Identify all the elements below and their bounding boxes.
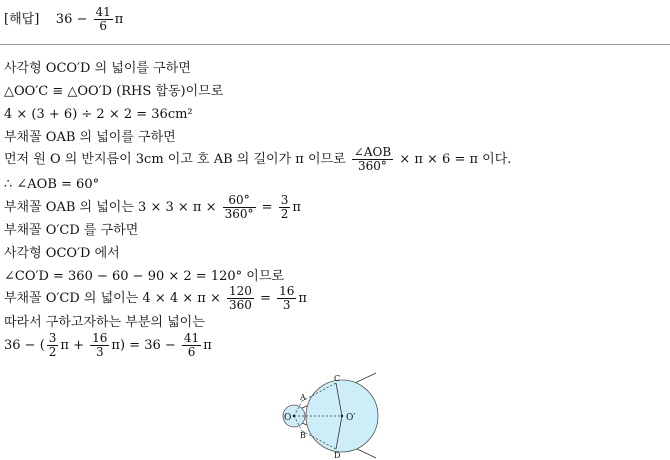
final-frac-2-den: 3	[95, 345, 104, 359]
final-frac-1	[47, 332, 59, 359]
solution-line-7	[4, 194, 301, 221]
sector-ocd-result-num: 16	[279, 284, 295, 298]
final-frac-2-num: 16	[92, 331, 108, 345]
sector-oab-fraction	[223, 194, 256, 221]
line7-text-a: 부채꼴 OAB 의 넓이는 3 × 3 × π ×	[4, 200, 217, 215]
solution-line-1: 사각형 OCO′D 의 넓이를 구하면	[4, 61, 191, 76]
sector-ocd-result-den: 3	[282, 298, 291, 312]
line11-text-a: 부채꼴 O′CD 의 넓이는 4 × 4 × π ×	[4, 291, 221, 306]
center-o-prime-dot	[341, 415, 343, 417]
answer-fraction	[94, 6, 113, 33]
label-c: C	[334, 374, 341, 383]
solution-line-8: 부채꼴 O′CD 를 구하면	[4, 223, 139, 238]
sector-oab-num: 60°	[223, 194, 256, 208]
solution-line-12: 따라서 구하고자하는 부분의 넓이는	[4, 315, 205, 330]
angle-ratio-fraction	[352, 146, 393, 173]
sector-oab-result-num: 3	[280, 193, 289, 207]
solution-line-4: 부채꼴 OAB 의 넓이를 구하면	[4, 130, 176, 145]
line11-pi: π	[298, 291, 307, 306]
angle-ratio-den: 360°	[358, 159, 387, 173]
line11-equals: =	[260, 291, 271, 306]
center-o-dot	[293, 415, 295, 417]
line13-text-a: 36 − (	[4, 338, 45, 353]
solution-line-13	[4, 332, 212, 359]
line13-text-d: π	[203, 338, 212, 353]
solution-line-3: 4 × (3 + 6) ÷ 2 × 2 = 36cm²	[4, 107, 193, 122]
line5-text-a: 먼저 원 O 의 반지름이 3cm 이고 호 AB 의 길이가 π 이므로	[4, 152, 346, 167]
geometry-figure	[272, 372, 382, 460]
line13-text-b: π +	[60, 338, 84, 353]
final-frac-1-num: 3	[48, 331, 57, 345]
final-frac-2	[90, 332, 109, 359]
solution-line-10: ∠CO′D = 360 − 60 − 90 × 2 = 120° 이므로	[4, 269, 284, 284]
label-o-prime: O′	[346, 413, 356, 423]
final-frac-3-den: 6	[187, 345, 196, 359]
sector-oab-den: 360°	[224, 207, 254, 221]
answer-line	[4, 6, 123, 33]
sector-oab-result-fraction	[279, 194, 291, 221]
label-a: A	[300, 393, 306, 402]
section-divider	[0, 44, 670, 45]
answer-frac-num: 41	[95, 5, 111, 19]
sector-oab-result-den: 2	[280, 207, 289, 221]
answer-label: [해답]	[4, 12, 40, 27]
solution-line-11	[4, 285, 307, 312]
solution-line-9: 사각형 OCO′D 에서	[4, 246, 120, 261]
label-d: D	[334, 451, 341, 460]
answer-frac-den: 6	[99, 19, 107, 33]
line7-equals: =	[261, 200, 273, 215]
sector-ocd-fraction	[227, 285, 254, 312]
sector-ocd-den: 360	[228, 298, 252, 312]
solution-line-5	[4, 146, 511, 173]
answer-expr-prefix: 36 −	[55, 12, 88, 27]
line13-text-c: π) = 36 −	[111, 338, 176, 353]
line7-pi: π	[292, 200, 301, 215]
label-o: O	[284, 413, 292, 423]
angle-ratio-num: ∠AOB	[353, 145, 392, 159]
final-frac-3-num: 41	[183, 331, 200, 345]
solution-line-6: ∴ ∠AOB = 60°	[4, 177, 100, 192]
sector-ocd-num: 120	[228, 284, 252, 298]
answer-expr-suffix: π	[114, 12, 124, 27]
solution-line-2: △OO′C ≡ △OO′D (RHS 합동)이므로	[4, 84, 224, 99]
final-frac-3	[182, 332, 201, 359]
label-b: B	[300, 431, 306, 440]
final-frac-1-den: 2	[48, 345, 57, 359]
line5-text-b: × π × 6 = π 이다.	[399, 152, 512, 167]
sector-ocd-result-fraction	[277, 285, 296, 312]
